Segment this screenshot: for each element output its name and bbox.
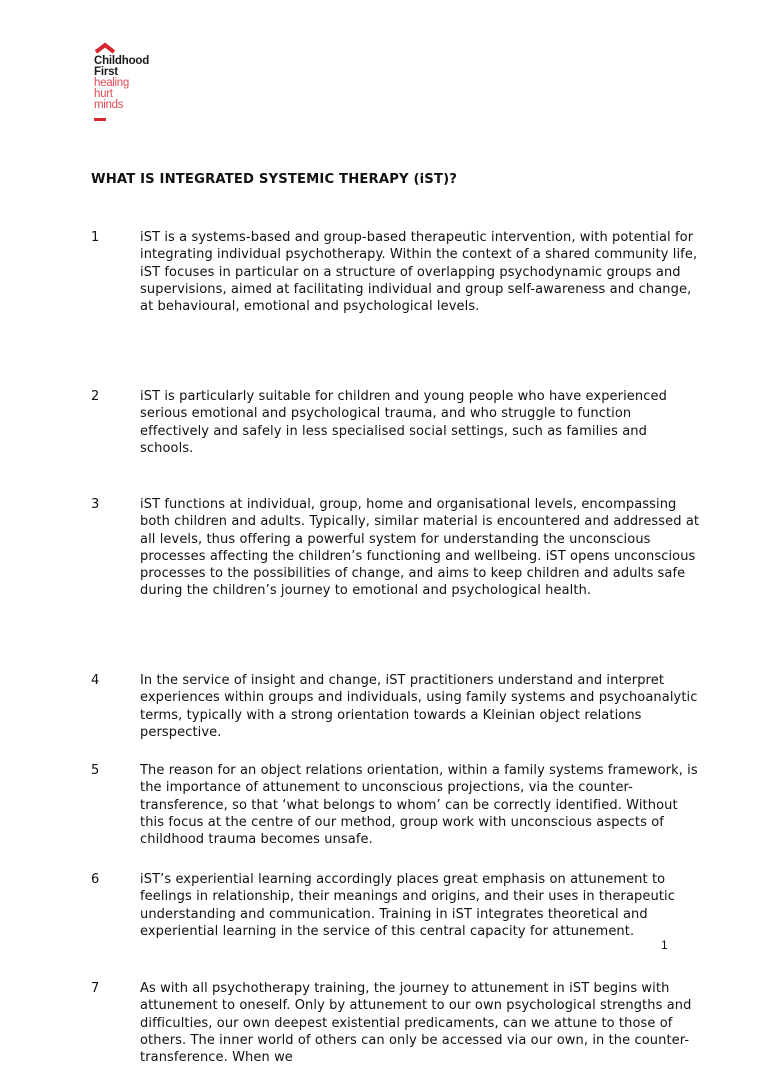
paragraph-text: iST is a systems-based and group-based therapeutic intervention, with potential for integrating individual psychotherapy. Within the context of a shared community life, iST focuses in particular on a structure of overlapping psychodynamic groups and supervisions, aimed at facilitating individual and group self-awareness and change, at behavioural, emotional and psychological levels. [140, 230, 698, 315]
paragraph-text: iST’s experiential learning accordingly places great emphasis on attunement to feelings in relationship, their meanings and origins, and their uses in therapeutic understanding and communication. Training in iST integrates theoretical and experiential learning in the service of this central capacity for attunement. [140, 872, 675, 939]
paragraph-number: 6 [91, 872, 100, 887]
logo-text-first: First [94, 66, 118, 78]
paragraph-number: 5 [91, 763, 100, 778]
paragraph-number: 7 [91, 981, 100, 996]
logo-text-hurt: hurt [94, 88, 113, 100]
childhood-first-logo [91, 42, 171, 122]
paragraph-number: 4 [91, 673, 100, 688]
logo-accent-bar [94, 118, 106, 121]
document-title: WHAT IS INTEGRATED SYSTEMIC THERAPY (iST)? [91, 172, 458, 187]
paragraph-text: iST is particularly suitable for children and young people who have experienced serious emotional and psychological trauma, and who struggle to function effectively and safely in less specialised social settings, such as families and schools. [140, 389, 667, 456]
logo-text-childhood: Childhood [94, 55, 150, 67]
paragraph-text: iST functions at individual, group, home and organisational levels, encompassing both children and adults. Typically, similar material is encountered and addressed at all levels, thus offering a powerful system for understanding the unconscious processes affecting the children’s functioning and wellbeing. iST opens unconscious processes to the possibilities of change, and aims to keep children and adults safe during the children’s journey to emotional and psychological health. [140, 497, 700, 599]
logo-text-healing: healing [94, 77, 129, 89]
logo-text-minds: minds [94, 99, 124, 111]
paragraph-number: 3 [91, 497, 100, 512]
paragraph-text: As with all psychotherapy training, the journey to attunement in iST begins with attunement to oneself. Only by attunement to our own psychological strengths and difficulties, our own deepest existential predicaments, can we attune to those of others. The inner world of others can only be accessed via our own, in the counter-transference. When we [140, 981, 692, 1066]
paragraph-number: 1 [91, 230, 100, 245]
paragraph-text: In the service of insight and change, iST practitioners understand and interpret experiences within groups and individuals, using family systems and psychoanalytic terms, typically with a strong orientation towards a Kleinian object relations perspective. [140, 673, 698, 740]
paragraph-text: The reason for an object relations orientation, within a family systems framework, is the importance of attunement to unconscious projections, via the counter-transference, so that ‘what belongs to whom’ can be correctly identified. Without this focus at the centre of our method, group work with unconscious aspects of childhood trauma becomes unsafe. [140, 763, 698, 848]
paragraph-number: 2 [91, 389, 100, 404]
roof-icon [94, 42, 116, 54]
page-number: 1 [661, 938, 668, 952]
